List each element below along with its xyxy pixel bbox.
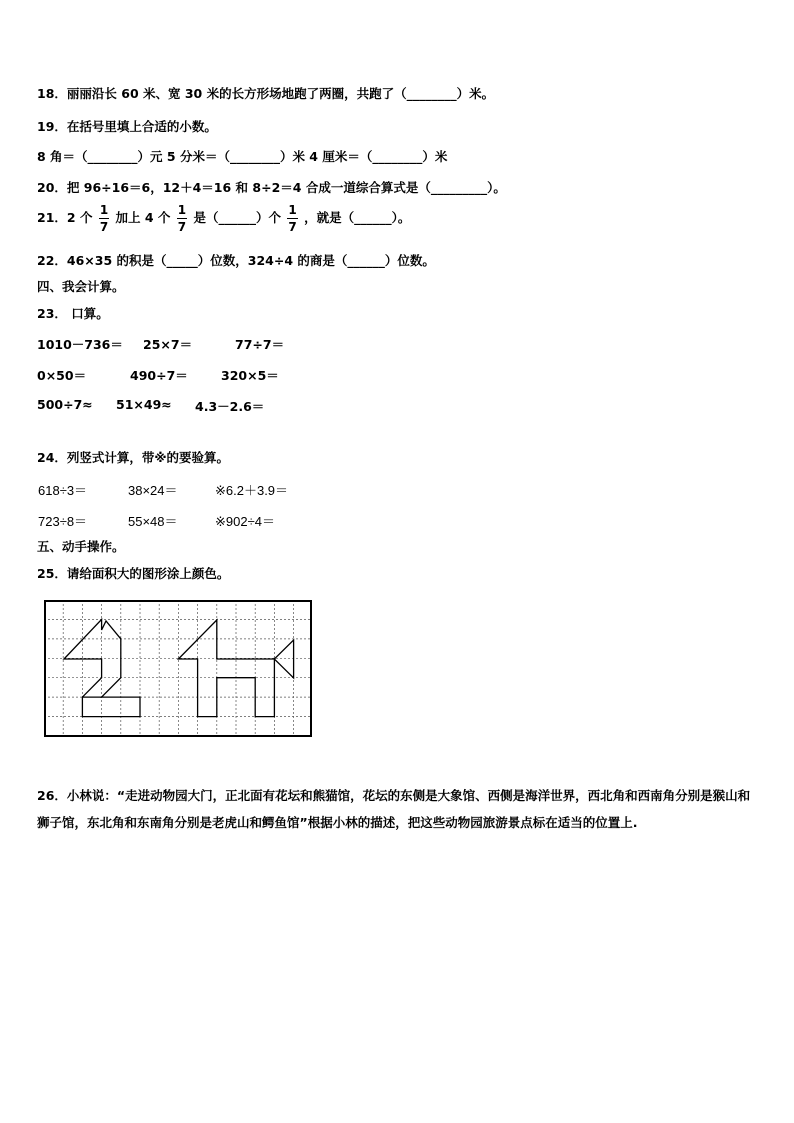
- section-5-heading: 五、动手操作。: [37, 539, 125, 554]
- vertical-calc-item: 723÷8＝: [38, 514, 88, 529]
- question-19: 19．在括号里填上合适的小数。: [37, 119, 217, 134]
- q21-part-c: 是（______）个: [193, 210, 282, 225]
- question-18: 18．丽丽沿长 60 米、宽 30 米的长方形场地跑了两圈，共跑了（________）米。: [37, 86, 495, 101]
- fraction-denominator: 7: [177, 220, 187, 234]
- question-23: 23． 口算。: [37, 306, 109, 321]
- mental-calc-item: 490÷7＝: [130, 368, 188, 383]
- vertical-calc-item: 38×24＝: [128, 483, 178, 498]
- fraction-denominator: 7: [288, 220, 297, 234]
- shape-grid-figure: [44, 600, 314, 738]
- grid-border: [45, 601, 311, 736]
- question-24: 24．列竖式计算，带※的要验算。: [37, 450, 230, 465]
- vertical-calc-item: ※6.2＋3.9＝: [215, 483, 289, 498]
- left-tangram-shape: [64, 619, 140, 716]
- q21-part-d: ，就是（______）。: [304, 210, 411, 225]
- fraction-one-seventh: [287, 204, 297, 233]
- question-20: 20．把 96÷16＝6，12＋4＝16 和 8÷2＝4 合成一道综合算式是（_________）。: [37, 180, 506, 195]
- fraction-denominator: 7: [99, 220, 109, 234]
- mental-calc-item: 4.3－2.6＝: [195, 399, 265, 414]
- grid-lines: [44, 600, 312, 736]
- question-19-items: 8 角＝（________）元 5 分米＝（________）米 4 厘米＝（________）米: [37, 149, 448, 164]
- vertical-calc-item: 618÷3＝: [38, 483, 88, 498]
- q21-part-b: 加上 4 个: [115, 210, 171, 225]
- question-22: 22．46×35 的积是（_____）位数，324÷4 的商是（______）位数。: [37, 253, 435, 268]
- q21-part-a: 21．2 个: [37, 210, 93, 225]
- vertical-calc-item: 55×48＝: [128, 514, 178, 529]
- fraction-numerator: 1: [288, 203, 297, 217]
- mental-calc-item: 77÷7＝: [235, 337, 285, 352]
- question-25: 25．请给面积大的图形涂上颜色。: [37, 566, 230, 581]
- mental-calc-item: 0×50＝: [37, 368, 87, 383]
- question-21: [37, 204, 410, 233]
- fraction-numerator: 1: [177, 203, 187, 217]
- fraction-one-seventh: [99, 204, 109, 233]
- mental-calc-item: 320×5＝: [221, 368, 279, 383]
- fraction-one-seventh: [177, 204, 187, 233]
- fraction-numerator: 1: [99, 203, 109, 217]
- section-4-heading: 四、我会计算。: [37, 279, 125, 294]
- question-26: 26．小林说：“走进动物园大门，正北面有花坛和熊猫馆，花坛的东侧是大象馆、西侧是海洋世界，西北角和西南角分别是猴山和狮子馆，东北角和东南角分别是老虎山和鳄鱼馆”根据小林的描述，把这些动物园旅游景点标在适当的位置上.: [37, 788, 751, 830]
- mental-calc-item: 25×7＝: [143, 337, 193, 352]
- mental-calc-item: 51×49≈: [116, 397, 172, 412]
- mental-calc-item: 500÷7≈: [37, 397, 93, 412]
- mental-calc-item: 1010－736＝: [37, 337, 123, 352]
- vertical-calc-item: ※902÷4＝: [215, 514, 275, 529]
